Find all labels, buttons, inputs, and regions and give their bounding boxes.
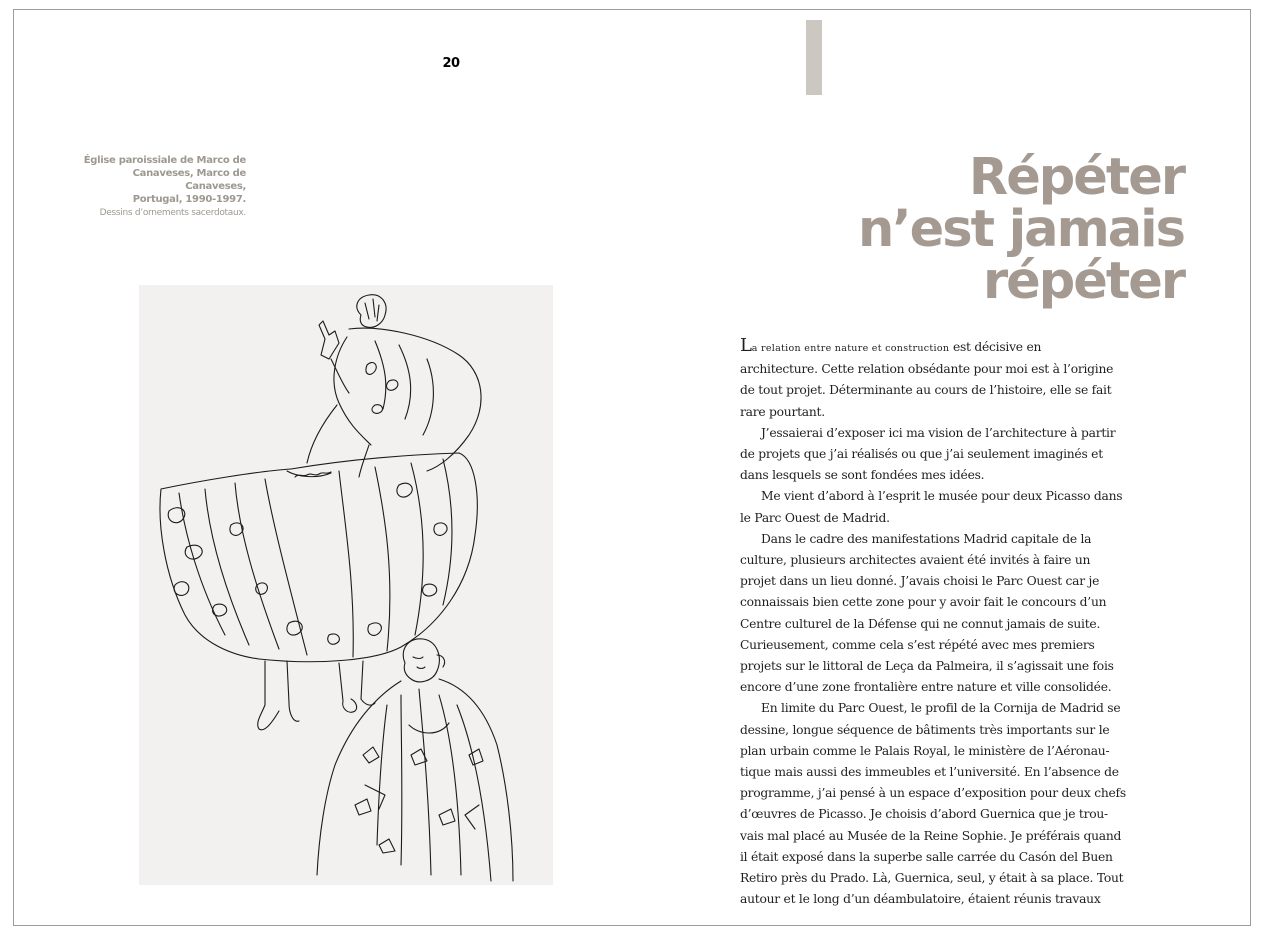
- caption-line: Église paroissiale de Marco de: [83, 155, 246, 166]
- title-line: Répéter: [968, 148, 1184, 207]
- body-line: rare pourtant.: [740, 404, 825, 419]
- body-line: En limite du Parc Ouest, le profil de la Cornija de Madrid se: [761, 701, 1121, 716]
- body-line: plan urbain comme le Palais Royal, le ministère de l’Aéronau-: [740, 743, 1110, 758]
- body-line: d’œuvres de Picasso. Je choisis d’abord Guernica que je trou-: [740, 807, 1108, 822]
- body-line: il était exposé dans la superbe salle carrée du Casón del Buen: [740, 849, 1113, 864]
- body-line: de tout projet. Déterminante au cours de l’histoire, elle se fait: [740, 383, 1112, 398]
- first-line-rest: est décisive en: [949, 340, 1042, 354]
- title-line: n’est jamais: [857, 200, 1184, 259]
- body-line: encore d’une zone frontalière entre nature et ville consolidée.: [740, 680, 1112, 695]
- body-line: Curieusement, comme cela s’est répété avec mes premiers: [740, 637, 1095, 652]
- drop-cap: L: [740, 335, 752, 356]
- body-line: Dans le cadre des manifestations Madrid capitale de la: [761, 531, 1092, 546]
- body-line: dessine, longue séquence de bâtiments très importants sur le: [740, 722, 1110, 737]
- body-line: le Parc Ouest de Madrid.: [740, 510, 890, 525]
- small-caps-lead: a relation entre nature et construction: [751, 343, 950, 354]
- title-line: répéter: [983, 252, 1184, 311]
- body-line: culture, plusieurs architectes avaient été invités à faire un: [740, 553, 1091, 568]
- body-first-line: [740, 335, 1150, 359]
- body-line: projets sur le littoral de Leça da Palmeira, il s’agissait une fois: [740, 659, 1114, 674]
- body-line: tique mais aussi des immeubles et l’université. En l’absence de: [740, 765, 1119, 780]
- body-line: J’essaierai d’exposer ici ma vision de l’architecture à partir: [761, 425, 1116, 440]
- body-line: Retiro près du Prado. Là, Guernica, seul, y était à sa place. Tout: [740, 871, 1124, 886]
- vestment-sketch-image: [139, 285, 553, 885]
- body-line: programme, j’ai pensé à un espace d’exposition pour deux chefs: [740, 786, 1126, 801]
- book-spread: [13, 9, 1251, 926]
- body-line: connaissais bien cette zone pour y avoir fait le concours d’un: [740, 595, 1107, 610]
- caption-subtitle: Dessins d’ornements sacerdotaux.: [99, 208, 246, 218]
- body-line: autour et le long d’un déambulatoire, étaient réunis travaux: [740, 892, 1101, 907]
- body-line: Me vient d’abord à l’esprit le musée pour deux Picasso dans: [761, 489, 1123, 504]
- page-number: 20: [442, 56, 460, 71]
- body-line: projet dans un lieu donné. J’avais choisi le Parc Ouest car je: [740, 574, 1100, 589]
- figure-caption: [74, 154, 246, 220]
- body-text: [740, 335, 1150, 910]
- body-line: architecture. Cette relation obsédante pour moi est à l’origine: [740, 362, 1114, 377]
- body-line: vais mal placé au Musée de la Reine Sophie. Je préférais quand: [740, 828, 1122, 843]
- chapter-tab-marker: [806, 20, 822, 95]
- chapter-title: [764, 148, 1184, 311]
- caption-line: Canaveses, Marco de Canaveses,: [132, 168, 246, 192]
- body-line: dans lesquels se sont fondées mes idées.: [740, 468, 985, 483]
- caption-line: Portugal, 1990-1997.: [132, 194, 246, 205]
- body-line: Centre culturel de la Défense qui ne connut jamais de suite.: [740, 616, 1101, 631]
- body-line: de projets que j’ai réalisés ou que j’ai seulement imaginés et: [740, 447, 1103, 462]
